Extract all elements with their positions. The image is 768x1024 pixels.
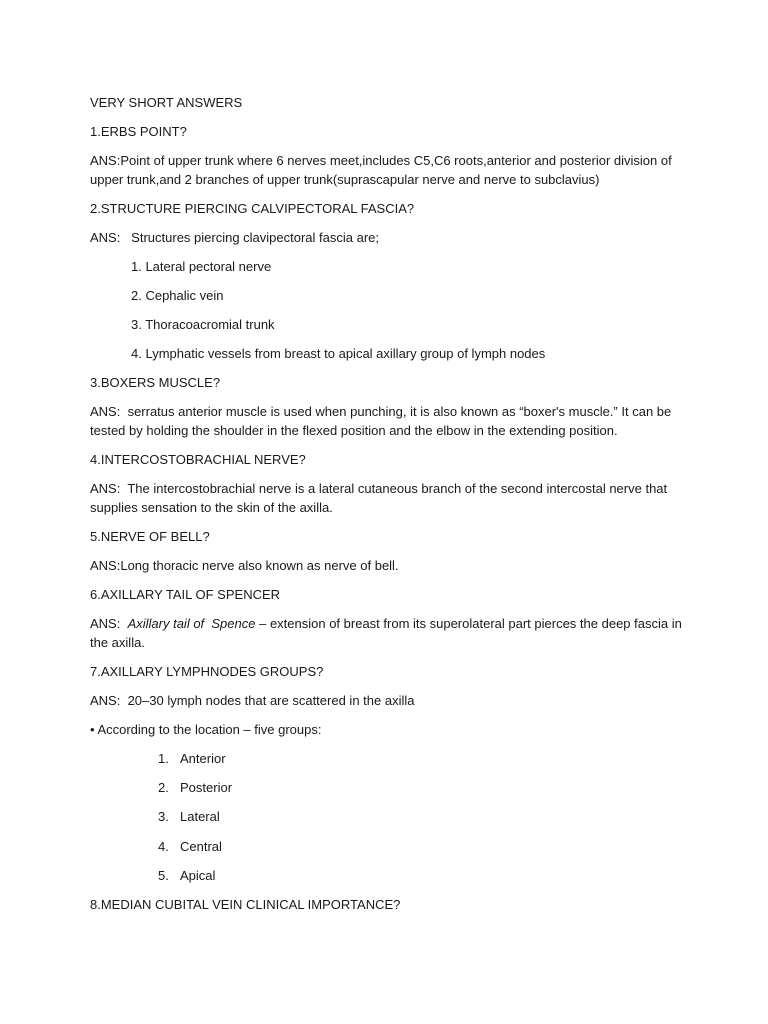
answer-2: ANS: Structures piercing clavipectoral fascia are; xyxy=(90,230,380,245)
section-heading: VERY SHORT ANSWERS xyxy=(90,95,243,110)
answer-3-line-2: tested by holding the shoulder in the flexed position and the elbow in the extending position. xyxy=(90,423,618,438)
list-item xyxy=(158,749,748,768)
answer-6-italic-term: Axillary tail of Spence xyxy=(127,616,256,631)
list-item-label: Apical xyxy=(180,868,216,883)
answer-6-prefix: ANS: xyxy=(90,616,128,631)
bullet-line: • According to the location – five groups: xyxy=(90,722,322,737)
question-8: 8.MEDIAN CUBITAL VEIN CLINICAL IMPORTANCE? xyxy=(90,897,401,912)
answer-5: ANS:Long thoracic nerve also known as nerve of bell. xyxy=(90,558,399,573)
list-item: 4. Lymphatic vessels from breast to apical axillary group of lymph nodes xyxy=(131,346,546,361)
list-item-number: 2. xyxy=(158,780,169,795)
question-1: 1.ERBS POINT? xyxy=(90,124,187,139)
list-item xyxy=(158,807,748,826)
list-item xyxy=(158,837,748,856)
list-item-number: 5. xyxy=(158,868,169,883)
question-3: 3.BOXERS MUSCLE? xyxy=(90,375,221,390)
list-item: 2. Cephalic vein xyxy=(131,288,224,303)
answer-3-line-1: ANS: serratus anterior muscle is used when punching, it is also known as “boxer's muscle.” It can be xyxy=(90,404,672,419)
answer-6-line-1 xyxy=(90,614,680,633)
list-item-number: 4. xyxy=(158,839,169,854)
list-item-label: Lateral xyxy=(180,809,220,824)
answer-6-rest: – extension of breast from its superolateral part pierces the deep fascia in xyxy=(255,616,682,631)
answer-1-line-2: upper trunk,and 2 branches of upper trunk(suprascapular nerve and nerve to subclavius) xyxy=(90,172,600,187)
list-item: 3. Thoracoacromial trunk xyxy=(131,317,275,332)
question-2: 2.STRUCTURE PIERCING CALVIPECTORAL FASCIA? xyxy=(90,201,415,216)
list-item-label: Posterior xyxy=(180,780,233,795)
answer-1-line-1: ANS:Point of upper trunk where 6 nerves meet,includes C5,C6 roots,anterior and posterior division of xyxy=(90,153,672,168)
question-6: 6.AXILLARY TAIL OF SPENCER xyxy=(90,587,281,602)
question-7: 7.AXILLARY LYMPHNODES GROUPS? xyxy=(90,664,324,679)
list-item xyxy=(158,866,748,885)
list-item-label: Central xyxy=(180,839,222,854)
answer-4-line-1: ANS: The intercostobrachial nerve is a lateral cutaneous branch of the second intercostal nerve that xyxy=(90,481,668,496)
question-4: 4.INTERCOSTOBRACHIAL NERVE? xyxy=(90,452,306,467)
answer-7: ANS: 20–30 lymph nodes that are scattered in the axilla xyxy=(90,693,415,708)
question-5: 5.NERVE OF BELL? xyxy=(90,529,210,544)
answer-6-line-2: the axilla. xyxy=(90,635,145,650)
list-item xyxy=(158,778,748,797)
answer-4-line-2: supplies sensation to the skin of the axilla. xyxy=(90,500,333,515)
list-item: 1. Lateral pectoral nerve xyxy=(131,259,272,274)
list-item-label: Anterior xyxy=(180,751,226,766)
list-item-number: 3. xyxy=(158,809,169,824)
list-item-number: 1. xyxy=(158,751,169,766)
